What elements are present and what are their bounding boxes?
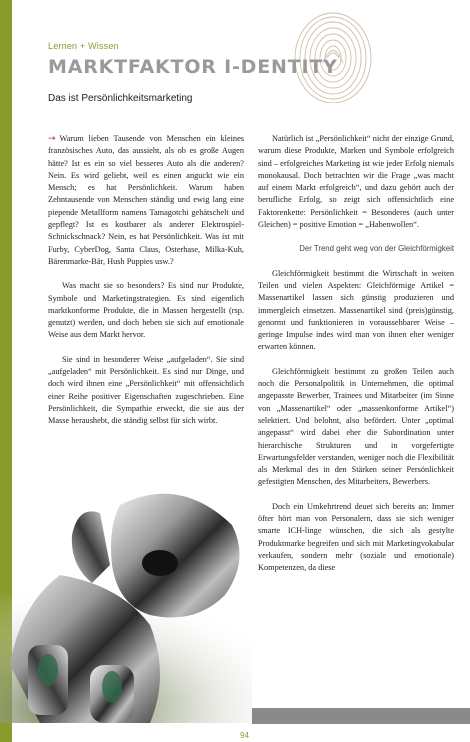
page-number: 94 xyxy=(240,731,249,740)
paragraph: Doch ein Umkehrtrend deuet sich bereits an: Immer öfter hört man von Personalern, dass sie sich weniger smarte ICH-linge wünschen, die sich als gestylte Produktmarke begreifen und sich mit Marketingvokabular verkaufen, sondern mehr (soziale und emotionale) Kompetenzen, da diese xyxy=(258,501,454,573)
paragraph: Was macht sie so besonders? Es sind nur Produkte, Symbole und Marketingstrategien. Es sind eigentlich marktkonforme Produkte, die in Massen hergestellt (rsp. genutzt) werden, und doch heben sie sich auf emotionale Weise aus dem Markt hervor. xyxy=(48,281,244,340)
paragraph xyxy=(48,133,244,268)
section-kicker: Lernen + Wissen xyxy=(48,41,119,51)
arrow-right-icon: → xyxy=(48,134,56,144)
paragraph: Gleichförmigkeit bestimmt die Wirtschaft in weiten Teilen und vielen Aspekten: Gleichförmige Artikel = Massenartikel lassen sich günstig produzieren und immergleich einsetzen. Massenartikel sind (preis)günstig, genormt und funktionieren in voraussehbarer Weise – geringe Impulse indes wird man von ihnen eher weniger erwarten können. xyxy=(258,268,454,352)
left-column xyxy=(48,133,244,440)
page-subtitle: Das ist Persönlichkeitsmarketing xyxy=(48,93,193,104)
robot-dog-image xyxy=(0,465,252,723)
page-title: MARKTFAKTOR I-DENTITY xyxy=(48,56,338,78)
paragraph: Sie sind in besonderer Weise „aufgeladen“. Sie sind „aufgeladen“ mit Persönlichkeit. Es sind nur Dinge, und doch wird ihnen eine „Persönlichkeit“ mit offensichtlich einer Reihe positiver Eigenschaften zugeschrieben. Eine Persönlichkeit, die Sympathie erweckt, die sie aus der Masse heraushebt, die ständig selbst für sich wirbt. xyxy=(48,354,244,426)
right-column xyxy=(258,133,454,587)
paragraph: Natürlich ist „Persönlichkeit“ nicht der einzige Grund, warum diese Produkte, Marken und Symbole erfolgreich sind – erfolgreiches Marketing ist wie jeder Erfolg niemals monokausal. Doch betrachten wir die Frage „was macht auf einem Markt erfolgreich“, und dazu gehört auch der berufliche Erfolg, so zeigt sich offensichtlich eine Faktorenkette: Persönlichkeit = Besonderes (auch unter Gleichen) = positive Emotion = „Habenwollen“. xyxy=(258,134,454,230)
footer-bar xyxy=(252,708,470,724)
paragraph-text: Warum lieben Tausende von Menschen ein kleines französisches Auto, das aussieht, als ob es große Augen hätte? Ist es ein so viel besseres Auto als die anderen? Nein. Es wird geliebt, weil es einen anguckt wie ein Mensch; es hat Persönlichkeit. Warum haben Zehntausende von Menschen ständig und ewig lang eine piepende Metallform namens Tamagotchi gehätschelt und gepflegt? Ist es kostbarer als anderer Elektrospiel-Schnickschnack? Nein, es hat Persönlichkeit. Was ist mit Furby, CyberDog, Santa Claus, Osterhase, Milka-Kuh, Bärenmarke-Bär, Hush Puppies usw.? xyxy=(48,134,244,266)
paragraph: Gleichförmigkeit bestimmt zu großen Teilen auch noch die Personalpolitik in Unternehmen, die optimal angepasste Bewerber, Trainees und Mitarbeiter (im Sinne von „Massenartikel“ oder „massenkonforme Artikel“) selektiert. Und belohnt, also befördert. Unter „optimal angepasst“ wird dabei eher die Subordination unter hierarchische Strukturen und in vorgefertigte Erwartungsfelder verstanden, weniger noch die Flexibilität als Merkmal des in den Stärken seiner Persönlichkeit gefestigten Menschen, des Mitarbeiters, Bewerbers. xyxy=(258,366,454,487)
section-subheading: Der Trend geht weg von der Gleichförmigkeit xyxy=(299,244,454,254)
